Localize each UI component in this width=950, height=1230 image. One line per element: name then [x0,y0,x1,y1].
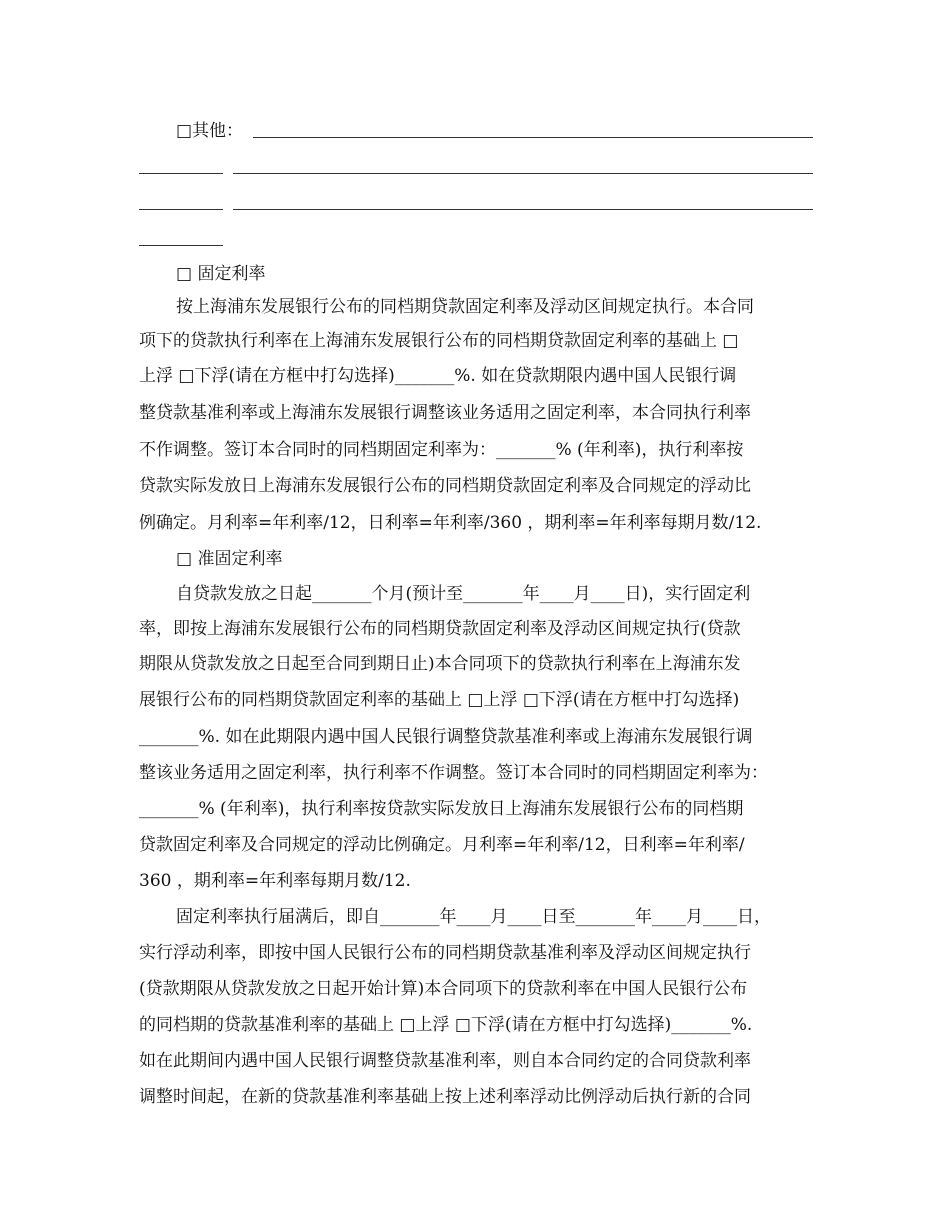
paragraph-line: 的同档期的贷款基准利率的基础上 □上浮 □下浮(请在方框中打勾选择)_______%. [139,1015,753,1035]
paragraph-line: 360 ，期利率=年利率每期月数/12. [139,871,411,891]
paragraph-line: 贷款固定利率及合同规定的浮动比例确定。月利率=年利率/12，日利率=年利率/ [139,835,745,855]
paragraph-line: 不作调整。签订本合同时的同档期固定利率为：_______% (年利率)，执行利率按 [139,440,744,460]
paragraph-line: 展银行公布的同档期贷款固定利率的基础上 □上浮 □下浮(请在方框中打勾选择) [139,690,740,710]
paragraph-line: 整该业务适用之固定利率，执行利率不作调整。签订本合同时的同档期固定利率为： [139,763,768,783]
blank-line [139,173,223,174]
paragraph-line: _______% (年利率)，执行利率按贷款实际发放日上海浦东发展银行公布的同档期 [139,799,744,819]
paragraph-line: 按上海浦东发展银行公布的同档期贷款固定利率及浮动区间规定执行。本合同 [176,297,754,317]
section-heading-fixed-rate: □ 固定利率 [176,264,266,284]
paragraph-line: 整贷款基准利率或上海浦东发展银行调整该业务适用之固定利率，本合同执行利率 [139,403,751,423]
blank-line [139,209,223,210]
paragraph-line: 固定利率执行届满后，即自_______年____月____日至_______年____月____日， [176,907,771,927]
paragraph-line: 率，即按上海浦东发展银行公布的同档期贷款固定利率及浮动区间规定执行(贷款 [139,619,741,639]
paragraph-line: 上浮 □下浮(请在方框中打勾选择)_______%. 如在贷款期限内遇中国人民银行调 [139,366,737,386]
paragraph-line: 例确定。月利率=年利率/12，日利率=年利率/360 ，期利率=年利率每期月数/12. [139,513,762,533]
paragraph-line: 调整时间起，在新的贷款基准利率基础上按上述利率浮动比例浮动后执行新的合同 [139,1087,751,1107]
paragraph-line: _______%. 如在此期限内遇中国人民银行调整贷款基准利率或上海浦东发展银行调 [139,727,753,747]
blank-line [253,137,813,138]
paragraph-line: 项下的贷款执行利率在上海浦东发展银行公布的同档期贷款固定利率的基础上 □ [139,331,739,351]
blank-line [233,209,813,210]
paragraph-line: 实行浮动利率，即按中国人民银行公布的同档期贷款基准利率及浮动区间规定执行 [139,943,751,963]
blank-line [233,173,813,174]
paragraph-line: 自贷款发放之日起_______个月(预计至_______年____月____日)，实行固定利 [176,584,751,604]
section-heading-quasi-fixed-rate: □ 准固定利率 [176,549,283,569]
other-option-label: □其他： [176,121,244,141]
paragraph-line: 贷款实际发放日上海浦东发展银行公布的同档期贷款固定利率及合同规定的浮动比 [139,476,751,496]
paragraph-line: (贷款期限从贷款发放之日起开始计算)本合同项下的贷款利率在中国人民银行公布 [139,979,748,999]
paragraph-line: 期限从贷款发放之日起至合同到期日止)本合同项下的贷款执行利率在上海浦东发 [139,654,741,674]
paragraph-line: 如在此期间内遇中国人民银行调整贷款基准利率，则自本合同约定的合同贷款利率 [139,1051,751,1071]
blank-line [139,245,223,246]
